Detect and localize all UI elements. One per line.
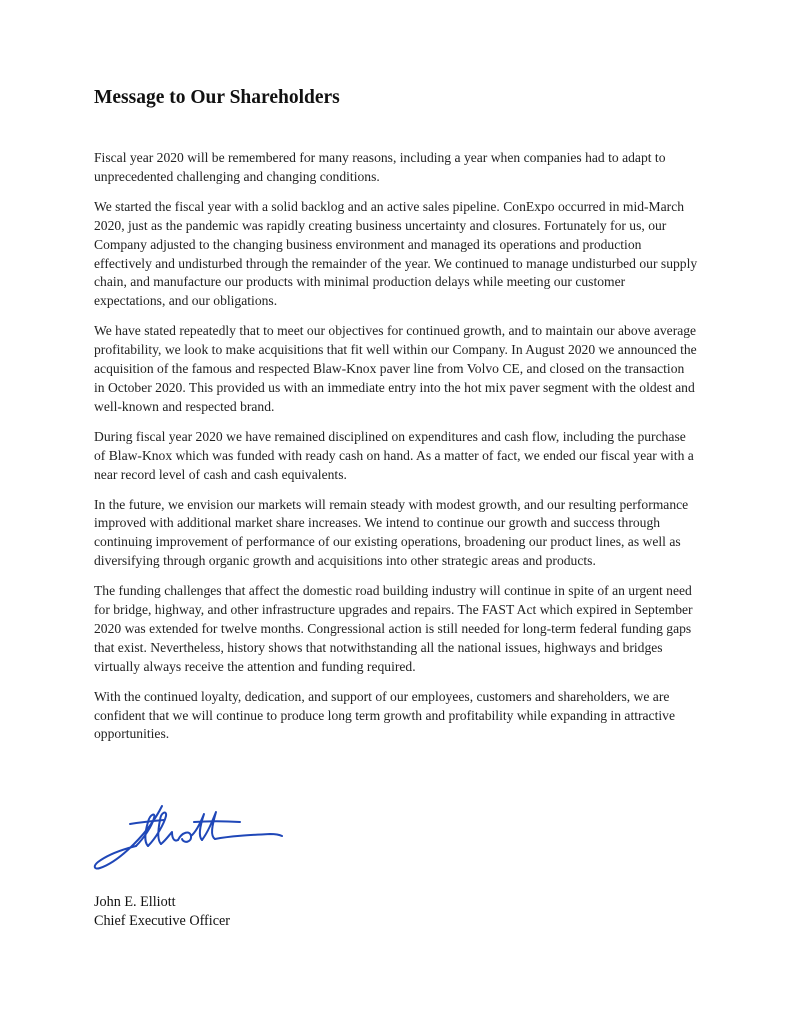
- paragraph-7: With the continued loyalty, dedication, and support of our employees, customers and shareholders, we are confident that we will continue to produce long term growth and profitability while expanding in attractive opportunities.: [94, 688, 675, 742]
- signer-name: John E. Elliott: [94, 894, 176, 910]
- paragraph-1: Fiscal year 2020 will be remembered for many reasons, including a year when companies had to adapt to unprecedented challenging and changing conditions.: [94, 150, 666, 184]
- signature-strokes: [95, 806, 282, 869]
- paragraph-3: We have stated repeatedly that to meet our objectives for continued growth, and to maintain our above average profitability, we look to make acquisitions that fit well within our Company. In August 2020 we announced the acquisition of the famous and respected Blaw-Knox paver line from Volvo CE, and closed on the transaction in October 2020. This provided us with an immediate entry into the hot mix paver segment with the oldest and well-known and respected brand.: [94, 323, 697, 414]
- paragraph-4: During fiscal year 2020 we have remained disciplined on expenditures and cash flow, including the purchase of Blaw-Knox which was funded with ready cash on hand. As a matter of fact, we ended our fiscal year with a near record level of cash and cash equivalents.: [94, 428, 694, 482]
- paragraph-5: In the future, we envision our markets will remain steady with modest growth, and our resulting performance improved with additional market share increases. We intend to continue our growth and success through continuing improvement of performance of our existing operations, broadening our product lines, as well as diversifying through organic growth and acquisitions into other strategic areas and products.: [94, 496, 689, 569]
- signer-title: Chief Executive Officer: [94, 913, 231, 929]
- letter-body: [94, 149, 698, 755]
- paragraph-6: The funding challenges that affect the domestic road building industry will continue in spite of an urgent need for bridge, highway, and other infrastructure upgrades and repairs. The FAST Act which expired in September 2020 was extended for twelve months. Congressional action is still needed for long-term federal funding gaps that exist. Nevertheless, history shows that notwithstanding all the national issues, highways and bridges virtually always receive the attention and funding required.: [94, 583, 693, 674]
- signer-block: [94, 893, 230, 931]
- page-title: Message to Our Shareholders: [94, 87, 340, 108]
- paragraph-2: We started the fiscal year with a solid backlog and an active sales pipeline. ConExpo occurred in mid-March 2020, just as the pandemic was rapidly creating business uncertainty and closures. Fortunately for us, our Company adjusted to the changing business environment and managed its operations and production effectively and undisturbed through the remainder of the year. We continued to manage undisturbed our supply chain, and manufacture our products with minimal production delays while meeting our customer expectations, and our obligations.: [94, 198, 698, 309]
- signature-image: [90, 802, 285, 872]
